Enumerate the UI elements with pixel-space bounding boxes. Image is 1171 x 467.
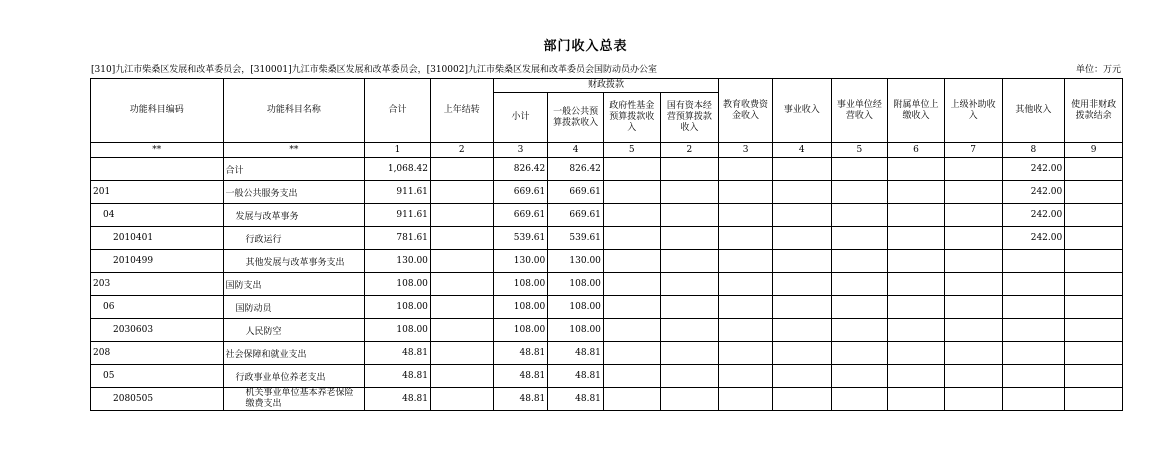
cell-subtotal: 826.42 (493, 158, 548, 181)
cell-name: 一般公共服务支出 (223, 181, 365, 204)
cell-total: 781.61 (365, 227, 431, 250)
cell-empty (772, 158, 831, 181)
cell-general: 108.00 (548, 296, 604, 319)
cell-empty (772, 273, 831, 296)
cell-code: 2080505 (91, 388, 224, 411)
header-subtotal: 小计 (493, 93, 548, 143)
index-cell: 6 (888, 143, 945, 158)
cell-carryover (430, 296, 493, 319)
cell-total: 1,068.42 (365, 158, 431, 181)
cell-empty (831, 158, 888, 181)
cell-code: 2010401 (91, 227, 224, 250)
cell-name: 其他发展与改革事务支出 (223, 250, 365, 273)
cell-empty (831, 342, 888, 365)
cell-empty (660, 204, 719, 227)
cell-empty (772, 296, 831, 319)
cell-other (1002, 342, 1065, 365)
cell-carryover (430, 273, 493, 296)
cell-total: 108.00 (365, 319, 431, 342)
cell-code: 2010499 (91, 250, 224, 273)
cell-subtotal: 48.81 (493, 388, 548, 411)
cell-empty (888, 250, 945, 273)
cell-name: 行政事业单位养老支出 (223, 365, 365, 388)
index-cell: 2 (660, 143, 719, 158)
index-cell: 3 (719, 143, 773, 158)
cell-total: 130.00 (365, 250, 431, 273)
cell-empty (944, 365, 1002, 388)
index-cell: ** (91, 143, 224, 158)
cell-general: 48.81 (548, 342, 604, 365)
cell-empty (1065, 388, 1123, 411)
cell-total: 911.61 (365, 204, 431, 227)
cell-empty (944, 319, 1002, 342)
index-cell: 7 (944, 143, 1002, 158)
header-other: 其他收入 (1002, 79, 1065, 143)
cell-empty (603, 250, 660, 273)
table-row (91, 227, 1123, 250)
cell-subtotal: 669.61 (493, 181, 548, 204)
cell-empty (719, 388, 773, 411)
cell-empty (603, 365, 660, 388)
cell-empty (831, 319, 888, 342)
cell-name: 机关事业单位基本养老保险缴费支出 (223, 388, 365, 411)
cell-empty (1065, 273, 1123, 296)
cell-empty (660, 250, 719, 273)
cell-code: 208 (91, 342, 224, 365)
cell-empty (660, 319, 719, 342)
cell-empty (772, 365, 831, 388)
table-row (91, 342, 1123, 365)
cell-empty (888, 296, 945, 319)
table-header (91, 79, 1123, 158)
cell-empty (772, 181, 831, 204)
cell-empty (944, 250, 1002, 273)
unit-label: 单位：万元 (1075, 65, 1121, 75)
cell-empty (944, 204, 1002, 227)
cell-empty (719, 250, 773, 273)
index-cell: 9 (1065, 143, 1123, 158)
cell-empty (1065, 181, 1123, 204)
header-fiscal-group: 财政拨款 (493, 79, 719, 93)
cell-name: 行政运行 (223, 227, 365, 250)
cell-general: 48.81 (548, 388, 604, 411)
cell-empty (660, 227, 719, 250)
cell-subtotal: 48.81 (493, 342, 548, 365)
table-row (91, 388, 1123, 411)
header-code: 功能科目编码 (91, 79, 224, 143)
cell-empty (944, 388, 1002, 411)
cell-carryover (430, 181, 493, 204)
cell-general: 669.61 (548, 181, 604, 204)
cell-empty (888, 227, 945, 250)
index-row (91, 143, 1123, 158)
cell-name: 国防支出 (223, 273, 365, 296)
cell-empty (944, 227, 1002, 250)
cell-subtotal: 108.00 (493, 296, 548, 319)
cell-empty (944, 342, 1002, 365)
cell-other (1002, 319, 1065, 342)
income-table (90, 78, 1123, 411)
header-name: 功能科目名称 (223, 79, 365, 143)
cell-other (1002, 273, 1065, 296)
table-row (91, 365, 1123, 388)
cell-other: 242.00 (1002, 204, 1065, 227)
cell-empty (888, 273, 945, 296)
cell-empty (1065, 158, 1123, 181)
cell-subtotal: 539.61 (493, 227, 548, 250)
table-body (91, 158, 1123, 411)
cell-empty (944, 296, 1002, 319)
table-row (91, 181, 1123, 204)
cell-empty (831, 204, 888, 227)
cell-subtotal: 48.81 (493, 365, 548, 388)
cell-empty (944, 158, 1002, 181)
cell-empty (660, 388, 719, 411)
cell-empty (603, 181, 660, 204)
cell-carryover (430, 250, 493, 273)
cell-total: 48.81 (365, 342, 431, 365)
cell-code: 06 (91, 296, 224, 319)
cell-empty (831, 365, 888, 388)
cell-empty (1065, 204, 1123, 227)
cell-name: 国防动员 (223, 296, 365, 319)
page-title: 部门收入总表 (543, 39, 628, 54)
cell-empty (1065, 365, 1123, 388)
table-row (91, 319, 1123, 342)
table-row (91, 273, 1123, 296)
cell-empty (719, 204, 773, 227)
cell-empty (719, 227, 773, 250)
cell-code: 201 (91, 181, 224, 204)
cell-empty (660, 181, 719, 204)
cell-empty (603, 158, 660, 181)
cell-total: 48.81 (365, 388, 431, 411)
cell-empty (603, 319, 660, 342)
index-cell: 4 (548, 143, 604, 158)
cell-empty (831, 227, 888, 250)
cell-empty (1065, 342, 1123, 365)
cell-empty (603, 388, 660, 411)
cell-empty (772, 388, 831, 411)
cell-empty (772, 319, 831, 342)
cell-other: 242.00 (1002, 227, 1065, 250)
cell-empty (772, 204, 831, 227)
cell-other (1002, 250, 1065, 273)
cell-name: 发展与改革事务 (223, 204, 365, 227)
cell-other (1002, 388, 1065, 411)
cell-code (91, 158, 224, 181)
cell-general: 108.00 (548, 273, 604, 296)
index-cell: 8 (1002, 143, 1065, 158)
header-edu-fees: 教育收费资金收入 (719, 79, 773, 143)
cell-carryover (430, 158, 493, 181)
cell-general: 826.42 (548, 158, 604, 181)
table-row (91, 158, 1123, 181)
cell-empty (660, 273, 719, 296)
cell-code: 04 (91, 204, 224, 227)
cell-empty (831, 388, 888, 411)
cell-code: 2030603 (91, 319, 224, 342)
header-operating: 事业单位经营收入 (831, 79, 888, 143)
cell-empty (660, 296, 719, 319)
cell-total: 911.61 (365, 181, 431, 204)
cell-other (1002, 365, 1065, 388)
cell-general: 108.00 (548, 319, 604, 342)
cell-empty (888, 342, 945, 365)
header-general-budget: 一般公共预算拨款收入 (548, 93, 604, 143)
cell-empty (1065, 319, 1123, 342)
cell-carryover (430, 342, 493, 365)
cell-empty (772, 342, 831, 365)
cell-total: 108.00 (365, 296, 431, 319)
cell-empty (888, 319, 945, 342)
department-subtitle: [310]九江市柴桑区发展和改革委员会，[310001]九江市柴桑区发展和改革委员会，[310002]九江市柴桑区发展和改革委员会国防动员办公室 (91, 65, 657, 75)
index-cell: 1 (365, 143, 431, 158)
cell-empty (660, 158, 719, 181)
index-cell: 5 (603, 143, 660, 158)
cell-empty (719, 319, 773, 342)
header-carryover: 上年结转 (430, 79, 493, 143)
cell-general: 669.61 (548, 204, 604, 227)
header-business: 事业收入 (772, 79, 831, 143)
cell-empty (603, 296, 660, 319)
cell-other: 242.00 (1002, 158, 1065, 181)
cell-subtotal: 108.00 (493, 273, 548, 296)
cell-empty (944, 181, 1002, 204)
cell-empty (603, 273, 660, 296)
cell-code: 05 (91, 365, 224, 388)
cell-other: 242.00 (1002, 181, 1065, 204)
header-gov-fund: 政府性基金预算拨款收入 (603, 93, 660, 143)
cell-subtotal: 669.61 (493, 204, 548, 227)
index-cell: 5 (831, 143, 888, 158)
cell-general: 48.81 (548, 365, 604, 388)
cell-empty (719, 181, 773, 204)
header-superior: 上级补助收入 (944, 79, 1002, 143)
header-state-capital: 国有资本经营预算拨款收入 (660, 93, 719, 143)
cell-carryover (430, 365, 493, 388)
cell-empty (888, 388, 945, 411)
cell-empty (831, 296, 888, 319)
cell-code: 203 (91, 273, 224, 296)
cell-empty (944, 273, 1002, 296)
cell-empty (888, 181, 945, 204)
cell-name: 合计 (223, 158, 365, 181)
cell-empty (660, 342, 719, 365)
cell-empty (831, 273, 888, 296)
table-row (91, 204, 1123, 227)
cell-empty (888, 365, 945, 388)
cell-empty (719, 296, 773, 319)
cell-empty (603, 227, 660, 250)
cell-empty (603, 204, 660, 227)
cell-empty (888, 158, 945, 181)
cell-empty (831, 181, 888, 204)
cell-empty (1065, 250, 1123, 273)
cell-empty (831, 250, 888, 273)
cell-empty (1065, 227, 1123, 250)
cell-carryover (430, 204, 493, 227)
cell-empty (772, 250, 831, 273)
cell-general: 130.00 (548, 250, 604, 273)
cell-subtotal: 130.00 (493, 250, 548, 273)
cell-empty (719, 365, 773, 388)
index-cell: 3 (493, 143, 548, 158)
table-row (91, 296, 1123, 319)
index-cell: ** (223, 143, 365, 158)
cell-subtotal: 108.00 (493, 319, 548, 342)
cell-other (1002, 296, 1065, 319)
index-cell: 4 (772, 143, 831, 158)
header-affiliated: 附属单位上缴收入 (888, 79, 945, 143)
index-cell: 2 (430, 143, 493, 158)
cell-empty (660, 365, 719, 388)
cell-general: 539.61 (548, 227, 604, 250)
cell-empty (772, 227, 831, 250)
cell-empty (888, 204, 945, 227)
header-total: 合计 (365, 79, 431, 143)
cell-empty (719, 273, 773, 296)
cell-empty (719, 342, 773, 365)
cell-name: 社会保障和就业支出 (223, 342, 365, 365)
cell-empty (719, 158, 773, 181)
cell-empty (1065, 296, 1123, 319)
cell-total: 108.00 (365, 273, 431, 296)
cell-carryover (430, 319, 493, 342)
cell-carryover (430, 388, 493, 411)
table-row (91, 250, 1123, 273)
cell-total: 48.81 (365, 365, 431, 388)
header-non-fiscal: 使用非财政拨款结余 (1065, 79, 1123, 143)
cell-empty (603, 342, 660, 365)
cell-name: 人民防空 (223, 319, 365, 342)
cell-carryover (430, 227, 493, 250)
